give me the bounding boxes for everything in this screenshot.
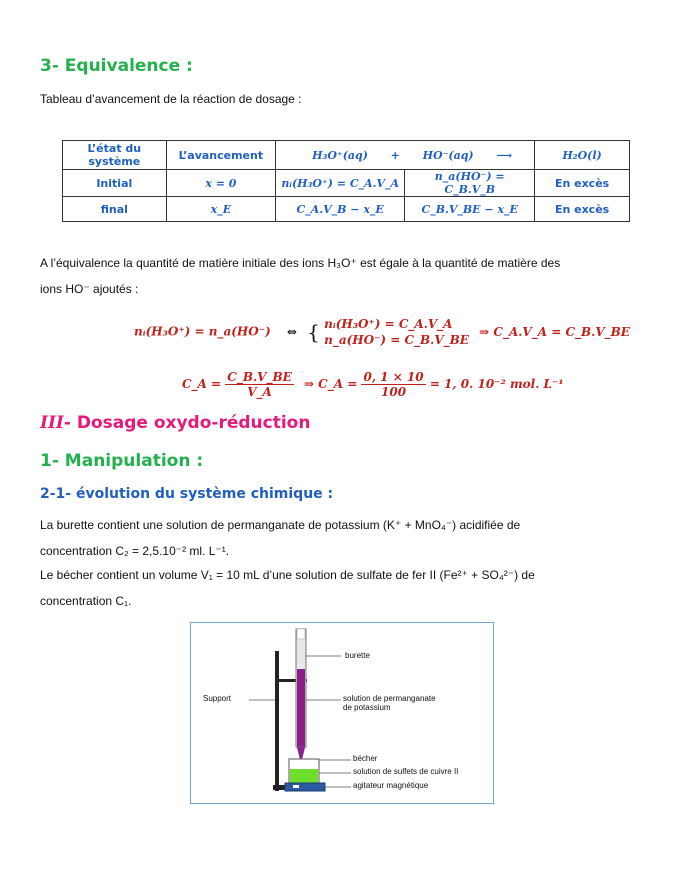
equation-concentration <box>182 370 564 399</box>
avancement-table <box>62 140 630 222</box>
section-1-title: 1- Manipulation : <box>40 451 204 471</box>
row-final-advance: x_E <box>166 197 275 222</box>
row-initial-state: Initial <box>63 170 167 197</box>
becher-text-line2: concentration C₁. <box>40 594 132 608</box>
row-final-state: final <box>63 197 167 222</box>
row-initial-h3o: nᵢ(H₃O⁺) = C_A.V_A <box>276 170 405 197</box>
label-sulfate-solution: solution de sulfets de cuivre II <box>353 767 459 776</box>
header-arrow: ⟶ <box>496 148 513 162</box>
header-h3o: H₃O⁺(aq) <box>312 148 368 162</box>
row-final-h3o: C_A.V_B − x_E <box>276 197 405 222</box>
label-becher: bécher <box>353 754 378 763</box>
label-permanganate-line1: solution de permanganate <box>343 694 436 703</box>
eq1-sys2: n_a(HO⁻) = C_B.V_BE <box>324 333 469 347</box>
section-III-label: - Dosage oxydo-réduction <box>63 413 311 433</box>
table-intro: Tableau d’avancement de la réaction de dosage : <box>40 92 302 106</box>
label-support: Support <box>203 694 232 703</box>
header-ho: HO⁻(aq) <box>422 148 474 162</box>
header-advance: L’avancement <box>166 141 275 170</box>
titration-setup-drawing <box>191 623 493 803</box>
label-permanganate <box>343 694 436 712</box>
label-permanganate-line2: de potassium <box>343 703 391 712</box>
eq2-frac2-den: 100 <box>381 385 407 399</box>
eq1-left: nᵢ(H₃O⁺) = n_a(HO⁻) <box>134 324 271 339</box>
eq2-frac1-den: V_A <box>247 385 272 399</box>
burette-text-line2: concentration C₂ = 2,5.10⁻² ml. L⁻¹. <box>40 544 230 558</box>
equivalence-text-line2: ions HO⁻ ajoutés : <box>40 282 139 296</box>
section-3-title: 3- Equivalence : <box>40 56 193 76</box>
burette-text-line1: La burette contient une solution de permanganate de potassium (K⁺ + MnO₄⁻) acidifiée de <box>40 518 521 532</box>
equivalence-text-line1: A l’équivalence la quantité de matière initiale des ions H₃O⁺ est égale à la quantité de matière des <box>40 256 561 270</box>
magnetic-stirrer <box>285 783 325 791</box>
section-2-1-title: 2-1- évolution du système chimique : <box>40 486 334 502</box>
row-initial-advance: x = 0 <box>166 170 275 197</box>
row-final-h2o: En excès <box>535 197 630 222</box>
eq1-impl: ⇒ C_A.V_A = C_B.V_BE <box>479 324 630 339</box>
eq2-frac1-num: C_B.V_BE <box>227 370 292 384</box>
section-III-roman: III <box>40 413 64 433</box>
row-initial-h2o: En excès <box>535 170 630 197</box>
equation-equivalence: nᵢ(H₃O⁺) = n_a(HO⁻) ⇔ { nᵢ(H₃O⁺) = C_A.V_A n_a(HO⁻) = C_B.V_BE ⇒ C_A.V_A = C_B.V_BE <box>134 317 630 347</box>
row-initial-ho: n_a(HO⁻) = C_B.V_B <box>405 170 535 197</box>
label-agitateur: agitateur magnétique <box>353 781 429 790</box>
label-burette: burette <box>345 651 370 660</box>
eq2-rhs: = 1, 0. 10⁻² mol. L⁻¹ <box>429 377 564 391</box>
sulfate-solution <box>290 769 318 783</box>
row-final-ho: C_B.V_BE − x_E <box>405 197 535 222</box>
eq2-lhs: C_A = <box>182 377 222 391</box>
titration-figure <box>190 622 494 804</box>
header-plus: + <box>390 148 400 162</box>
header-h2o: H₂O(l) <box>535 141 630 170</box>
permanganate-solution <box>297 669 305 747</box>
becher-text-line1: Le bécher contient un volume V₁ = 10 mL d’une solution de sulfate de fer II (Fe²⁺ + SO₄²⁻) de <box>40 568 535 582</box>
header-state: L’état du système <box>63 141 167 170</box>
support-rod <box>275 651 279 791</box>
eq2-frac2-num: 0, 1 × 10 <box>363 370 424 384</box>
burette-tip <box>297 747 305 759</box>
eq2-mid: ⇒ C_A = <box>303 377 358 391</box>
section-III-title <box>40 413 310 433</box>
eq1-sys1: nᵢ(H₃O⁺) = C_A.V_A <box>324 317 453 331</box>
eq1-iff: ⇔ <box>286 324 297 339</box>
